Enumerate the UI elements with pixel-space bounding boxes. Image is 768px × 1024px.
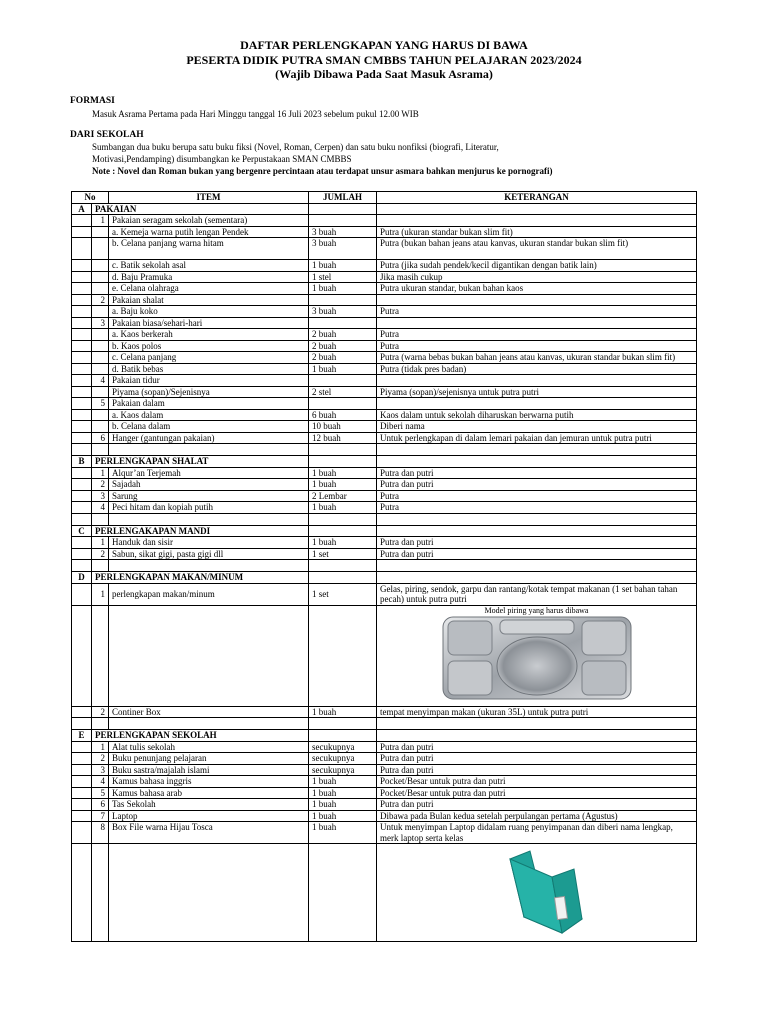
row-no: 2 <box>92 548 109 560</box>
row-item: a. Kaos berkerah <box>109 329 309 341</box>
row-keterangan: Putra (jika sudah pendek/kecil digantikan dengan batik lain) <box>377 260 697 272</box>
table-row <box>72 810 697 822</box>
row-item: Sarung <box>109 490 309 502</box>
row-jumlah: 1 set <box>309 583 377 605</box>
category-row-d <box>72 572 697 584</box>
row-keterangan: Putra dan putri <box>377 799 697 811</box>
row-keterangan: Putra dan putri <box>377 467 697 479</box>
row-item: Pakaian seragam sekolah (sementara) <box>109 215 309 227</box>
row-keterangan: Gelas, piring, sendok, garpu dan rantang/kotak tempat makanan (1 set bahan tahan pecah) untuk putra putri <box>377 583 697 605</box>
spacer-row <box>72 444 697 456</box>
row-item: Peci hitam dan kopiah putih <box>109 502 309 514</box>
table-header-row <box>72 192 697 204</box>
table-row <box>72 490 697 502</box>
plate-image-cell <box>377 605 697 706</box>
category-letter: E <box>72 730 92 742</box>
row-jumlah: 6 buah <box>309 409 377 421</box>
table-row <box>72 502 697 514</box>
table-row <box>72 421 697 433</box>
row-item: Laptop <box>109 810 309 822</box>
row-jumlah: 1 buah <box>309 810 377 822</box>
row-item: Kamus bahasa inggris <box>109 776 309 788</box>
table-row <box>72 706 697 718</box>
row-keterangan: Pocket/Besar untuk putra dan putri <box>377 787 697 799</box>
row-keterangan: Putra dan putri <box>377 537 697 549</box>
row-jumlah: 1 buah <box>309 479 377 491</box>
equipment-table <box>71 191 697 942</box>
row-item: Pakaian tidur <box>109 375 309 387</box>
row-keterangan: Putra dan putri <box>377 548 697 560</box>
row-keterangan: tempat menyimpan makan (ukuran 35L) untuk putra putri <box>377 706 697 718</box>
row-no: 7 <box>92 810 109 822</box>
table-row <box>72 260 697 272</box>
row-item: b. Kaos polos <box>109 340 309 352</box>
table-row <box>72 741 697 753</box>
category-title: PERLENGAKAPAN MANDI <box>92 525 309 537</box>
table-row <box>72 432 697 444</box>
row-keterangan: Putra <box>377 502 697 514</box>
row-no: 1 <box>92 467 109 479</box>
table-row <box>72 294 697 306</box>
row-jumlah: 1 set <box>309 548 377 560</box>
row-item: Sajadah <box>109 479 309 491</box>
row-no: 2 <box>92 294 109 306</box>
table-row <box>72 283 697 295</box>
row-keterangan: Putra (bukan bahan jeans atau kanvas, ukuran standar bukan slim fit) <box>377 238 697 260</box>
image-row <box>72 844 697 942</box>
table-row <box>72 583 697 605</box>
row-item: Alat tulis sekolah <box>109 741 309 753</box>
table-row <box>72 787 697 799</box>
row-keterangan: Jika masih cukup <box>377 271 697 283</box>
row-item: d. Baju Pramuka <box>109 271 309 283</box>
row-keterangan: Putra <box>377 329 697 341</box>
row-item: Pakaian dalam <box>109 398 309 410</box>
food-tray-image <box>442 616 632 700</box>
row-jumlah: 2 Lembar <box>309 490 377 502</box>
row-jumlah: 1 buah <box>309 502 377 514</box>
row-jumlah: 10 buah <box>309 421 377 433</box>
table-row <box>72 329 697 341</box>
table-row <box>72 238 697 260</box>
table-row <box>72 776 697 788</box>
row-keterangan: Putra <box>377 340 697 352</box>
category-title: PERLENGKAPAN SHALAT <box>92 456 309 468</box>
row-item: c. Batik sekolah asal <box>109 260 309 272</box>
row-jumlah: 1 buah <box>309 363 377 375</box>
row-no: 4 <box>92 776 109 788</box>
row-keterangan: Putra dan putri <box>377 753 697 765</box>
dari-sekolah-line-1: Sumbangan dua buku berupa satu buku fiksi (Novel, Roman, Cerpen) dan satu buku nonfiksi (biografi, Literatur, <box>92 142 499 152</box>
spacer-row <box>72 718 697 730</box>
title-line-2: PESERTA DIDIK PUTRA SMAN CMBBS TAHUN PELAJARAN 2023/2024 <box>186 52 582 67</box>
row-keterangan: Pocket/Besar untuk putra dan putri <box>377 776 697 788</box>
row-item: d. Batik bebas <box>109 363 309 375</box>
title-line-3: (Wajib Dibawa Pada Saat Masuk Asrama) <box>275 67 493 81</box>
category-title: PERLENGKAPAN MAKAN/MINUM <box>92 572 309 584</box>
row-keterangan: Putra dan putri <box>377 764 697 776</box>
image-row <box>72 605 697 706</box>
document-title <box>0 38 768 82</box>
table-row <box>72 409 697 421</box>
row-keterangan: Putra <box>377 490 697 502</box>
table-row <box>72 352 697 364</box>
row-jumlah: 2 buah <box>309 329 377 341</box>
row-jumlah: 1 buah <box>309 537 377 549</box>
table-row <box>72 375 697 387</box>
row-jumlah: 1 buah <box>309 787 377 799</box>
row-keterangan: Piyama (sopan)/sejenisnya untuk putra putri <box>377 386 697 398</box>
row-jumlah: secukupnya <box>309 753 377 765</box>
dari-sekolah-heading: DARI SEKOLAH <box>70 130 144 140</box>
row-item: Alqur’an Terjemah <box>109 467 309 479</box>
category-letter: D <box>72 572 92 584</box>
row-no: 2 <box>92 706 109 718</box>
row-no: 2 <box>92 479 109 491</box>
row-keterangan: Kaos dalam untuk sekolah diharuskan berwarna putih <box>377 409 697 421</box>
row-jumlah: 12 buah <box>309 432 377 444</box>
row-jumlah: 1 buah <box>309 799 377 811</box>
row-jumlah: 2 buah <box>309 352 377 364</box>
row-jumlah: 2 buah <box>309 340 377 352</box>
row-no: 3 <box>92 764 109 776</box>
row-item: perlengkapan makan/minum <box>109 583 309 605</box>
row-item: a. Kaos dalam <box>109 409 309 421</box>
table-row <box>72 479 697 491</box>
row-keterangan: Putra ukuran standar, bukan bahan kaos <box>377 283 697 295</box>
row-jumlah: 1 buah <box>309 822 377 844</box>
row-item: Continer Box <box>109 706 309 718</box>
row-no: 1 <box>92 215 109 227</box>
table-row <box>72 764 697 776</box>
row-item: e. Celana olahraga <box>109 283 309 295</box>
table-row <box>72 822 697 844</box>
formasi-heading: FORMASI <box>70 96 115 106</box>
row-item: Pakaian biasa/sehari-hari <box>109 317 309 329</box>
row-keterangan: Putra (ukuran standar bukan slim fit) <box>377 226 697 238</box>
table-row <box>72 537 697 549</box>
row-no: 8 <box>92 822 109 844</box>
row-keterangan: Dibawa pada Bulan kedua setelah perpulangan pertama (Agustus) <box>377 810 697 822</box>
category-letter: C <box>72 525 92 537</box>
row-jumlah: 3 buah <box>309 238 377 260</box>
table-row <box>72 271 697 283</box>
row-keterangan: Diberi nama <box>377 421 697 433</box>
row-item: Buku penunjang pelajaran <box>109 753 309 765</box>
row-item: Buku sastra/majalah islami <box>109 764 309 776</box>
row-keterangan: Untuk menyimpan Laptop didalam ruang penyimpanan dan diberi nama lengkap, merk laptop serta kelas <box>377 822 697 844</box>
row-item: Box File warna Hijau Tosca <box>109 822 309 844</box>
row-item: Sabun, sikat gigi, pasta gigi dll <box>109 548 309 560</box>
row-no: 6 <box>92 799 109 811</box>
row-jumlah: secukupnya <box>309 764 377 776</box>
row-no: 6 <box>92 432 109 444</box>
table-row <box>72 340 697 352</box>
category-title: PERLENGKAPAN SEKOLAH <box>92 730 309 742</box>
formasi-text: Masuk Asrama Pertama pada Hari Minggu tanggal 16 Juli 2023 sebelum pukul 12.00 WIB <box>92 109 419 119</box>
row-jumlah: secukupnya <box>309 741 377 753</box>
row-no: 1 <box>92 537 109 549</box>
row-keterangan: Putra <box>377 306 697 318</box>
table-row <box>72 215 697 227</box>
row-jumlah: 1 buah <box>309 706 377 718</box>
category-row-c <box>72 525 697 537</box>
row-item: a. Kemeja warna putih lengan Pendek <box>109 226 309 238</box>
note-text: Note : Novel dan Roman bukan yang bergenre percintaan atau terdapat unsur asmara bahkan menjurus ke pornografi) <box>92 166 553 176</box>
spacer-row <box>72 513 697 525</box>
row-no: 5 <box>92 787 109 799</box>
row-keterangan: Putra dan putri <box>377 479 697 491</box>
table-row <box>72 799 697 811</box>
table-row <box>72 386 697 398</box>
row-jumlah: 1 buah <box>309 260 377 272</box>
row-keterangan: Putra dan putri <box>377 741 697 753</box>
row-keterangan: Putra (tidak pres badan) <box>377 363 697 375</box>
box-file-image <box>482 847 592 939</box>
header-keterangan: KETERANGAN <box>377 192 697 204</box>
category-row-a <box>72 203 697 215</box>
row-no: 5 <box>92 398 109 410</box>
dari-sekolah-text <box>92 141 692 165</box>
row-no: 4 <box>92 375 109 387</box>
row-keterangan: Untuk perlengkapan di dalam lemari pakaian dan jemuran untuk putra putri <box>377 432 697 444</box>
box-file-image-cell <box>377 844 697 942</box>
row-jumlah: 2 stel <box>309 386 377 398</box>
title-line-1: DAFTAR PERLENGKAPAN YANG HARUS DI BAWA <box>240 38 528 52</box>
dari-sekolah-line-2: Motivasi,Pendamping) disumbangkan ke Perpustakaan SMAN CMBBS <box>92 154 352 164</box>
row-item: Kamus bahasa arab <box>109 787 309 799</box>
row-no: 3 <box>92 317 109 329</box>
category-row-b <box>72 456 697 468</box>
category-title: PAKAIAN <box>92 203 309 215</box>
row-keterangan: Putra (warna bebas bukan bahan jeans atau kanvas, ukuran standar bukan slim fit) <box>377 352 697 364</box>
plate-image-caption: Model piring yang harus dibawa <box>484 605 589 615</box>
row-no: 3 <box>92 490 109 502</box>
row-item: c. Celana panjang <box>109 352 309 364</box>
row-item: Handuk dan sisir <box>109 537 309 549</box>
table-row <box>72 753 697 765</box>
row-item: Hanger (gantungan pakaian) <box>109 432 309 444</box>
header-item: ITEM <box>109 192 309 204</box>
table-row <box>72 226 697 238</box>
table-row <box>72 363 697 375</box>
header-jumlah: JUMLAH <box>309 192 377 204</box>
spacer-row <box>72 560 697 572</box>
row-item: Tas Sekolah <box>109 799 309 811</box>
row-jumlah: 1 buah <box>309 467 377 479</box>
row-jumlah: 3 buah <box>309 306 377 318</box>
table-row <box>72 398 697 410</box>
row-jumlah: 1 buah <box>309 776 377 788</box>
category-row-e <box>72 730 697 742</box>
table-row <box>72 467 697 479</box>
table-row <box>72 548 697 560</box>
row-item: Piyama (sopan)/Sejenisnya <box>109 386 309 398</box>
row-jumlah: 1 buah <box>309 283 377 295</box>
row-item: a. Baju koko <box>109 306 309 318</box>
row-no: 1 <box>92 741 109 753</box>
table-row <box>72 306 697 318</box>
category-letter: B <box>72 456 92 468</box>
row-no: 2 <box>92 753 109 765</box>
row-jumlah: 1 stel <box>309 271 377 283</box>
header-no: No <box>72 192 109 204</box>
row-no: 4 <box>92 502 109 514</box>
row-jumlah: 3 buah <box>309 226 377 238</box>
row-item: b. Celana dalam <box>109 421 309 433</box>
row-item: Pakaian shalat <box>109 294 309 306</box>
table-row <box>72 317 697 329</box>
category-letter: A <box>72 203 92 215</box>
row-no: 1 <box>92 583 109 605</box>
row-item: b. Celana panjang warna hitam <box>109 238 309 260</box>
